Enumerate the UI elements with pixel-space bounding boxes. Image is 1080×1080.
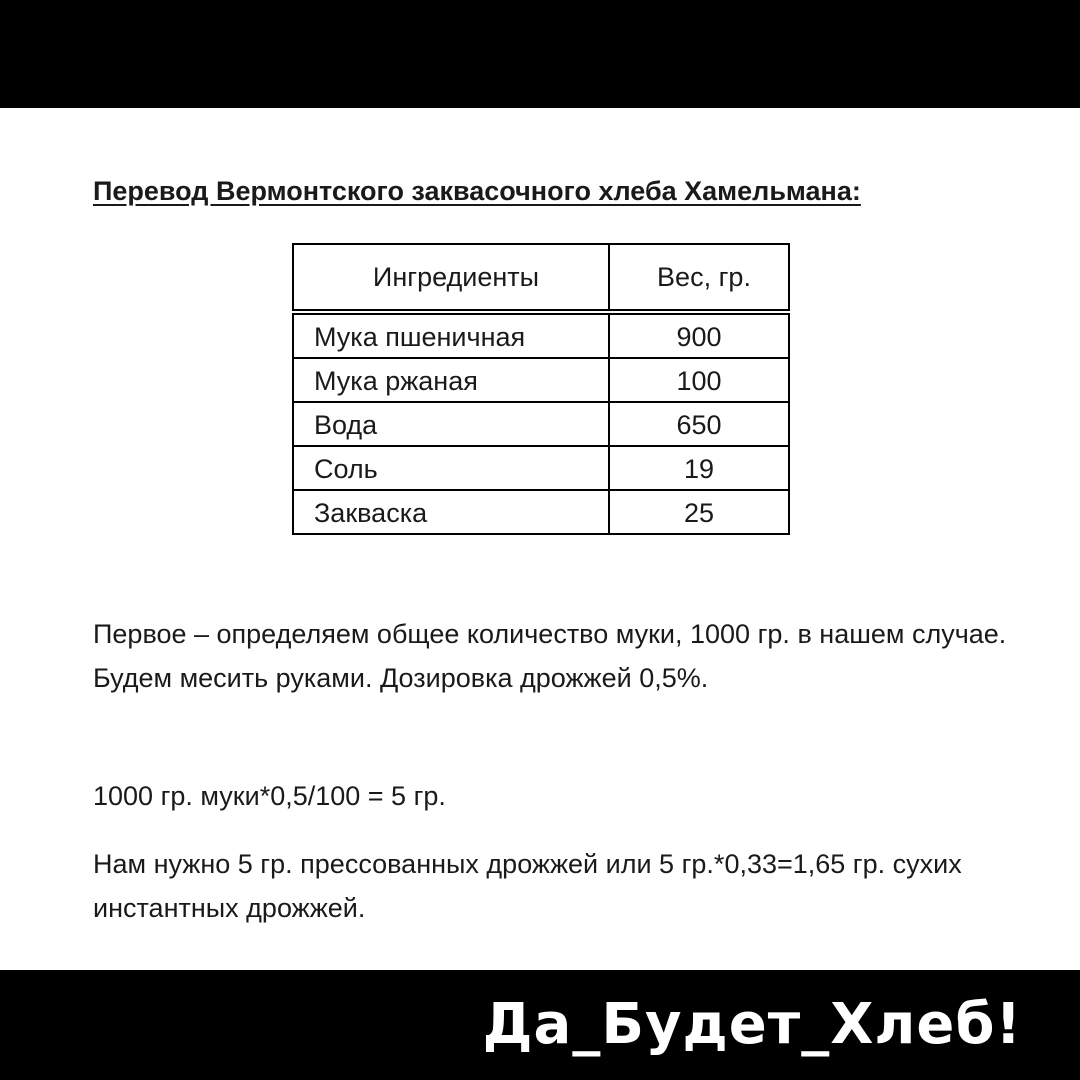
ingredient-weight: 900 (609, 312, 789, 358)
ingredient-name: Соль (293, 446, 609, 490)
table-row (293, 312, 789, 358)
table-header-row (293, 244, 789, 312)
table-row (293, 490, 789, 534)
bottom-black-bar (0, 970, 1080, 1080)
ingredient-name: Закваска (293, 490, 609, 534)
ingredient-name: Мука ржаная (293, 358, 609, 402)
paragraph-yeast-amount: Нам нужно 5 гр. прессованных дрожжей или 5 гр.*0,33=1,65 гр. сухих инстантных дрожжей. (93, 849, 962, 923)
header-ingredients: Ингредиенты (293, 244, 609, 312)
brand-logo-text: Да_Будет_Хлеб! (482, 992, 1022, 1057)
ingredient-weight: 19 (609, 446, 789, 490)
ingredients-table (292, 243, 790, 535)
top-black-bar (0, 0, 1080, 108)
header-weight: Вес, гр. (609, 244, 789, 312)
ingredient-name: Мука пшеничная (293, 312, 609, 358)
table-row (293, 402, 789, 446)
paragraph-flour-total: Первое – определяем общее количество муки, 1000 гр. в нашем случае. Будем месить руками. Дозировка дрожжей 0,5%. (93, 619, 1007, 693)
ingredient-weight: 100 (609, 358, 789, 402)
table-row (293, 358, 789, 402)
table-row (293, 446, 789, 490)
ingredient-weight: 25 (609, 490, 789, 534)
document-title: Перевод Вермонтского заквасочного хлеба Хамельмана: (93, 176, 861, 206)
ingredient-weight: 650 (609, 402, 789, 446)
ingredient-name: Вода (293, 402, 609, 446)
paragraph-yeast-formula: 1000 гр. муки*0,5/100 = 5 гр. (93, 781, 446, 811)
